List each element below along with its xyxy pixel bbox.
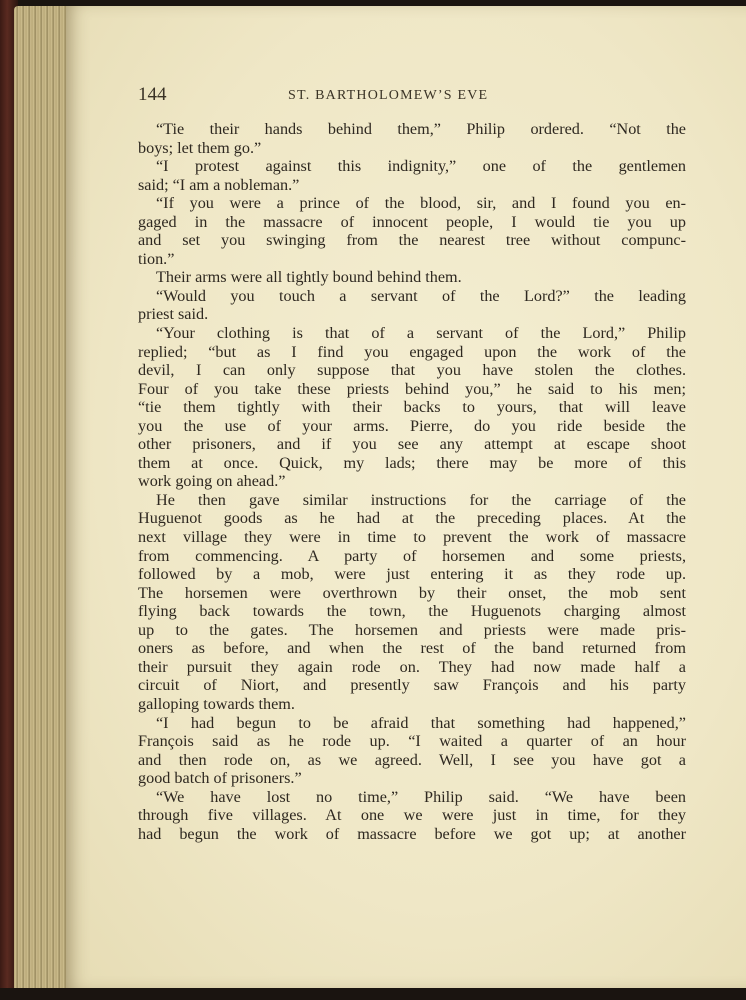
- body-text: [138, 120, 686, 843]
- text-line: them at once. Quick, my lads; there may be more of this: [138, 453, 686, 472]
- text-line: up to the gates. The horsemen and priests were made pris-: [138, 620, 686, 639]
- text-line: galloping towards them.: [138, 694, 295, 713]
- text-line: good batch of prisoners.”: [138, 769, 302, 788]
- text-line: devil, I can only suppose that you have stolen the clothes.: [138, 361, 686, 380]
- text-line: gaged in the massacre of innocent people, I would tie you up: [138, 212, 686, 231]
- text-line: “Your clothing is that of a servant of the Lord,” Philip: [156, 324, 686, 343]
- text-line: Huguenot goods as he had at the preceding places. At the: [138, 509, 686, 528]
- text-line: “tie them tightly with their backs to yours, that will leave: [138, 398, 686, 417]
- text-line: oners as before, and when the rest of the band returned from: [138, 639, 686, 658]
- page-header: [138, 84, 680, 108]
- running-title: ST. BARTHOLOMEW’S EVE: [288, 88, 489, 103]
- text-line: “Would you touch a servant of the Lord?” the leading: [156, 286, 686, 305]
- text-line: other prisoners, and if you see any attempt at escape shoot: [138, 435, 686, 454]
- bottom-edge: [0, 988, 746, 1000]
- page-stack-edge: [14, 6, 74, 994]
- text-line: He then gave similar instructions for the carriage of the: [156, 490, 686, 509]
- text-line: said; “I am a nobleman.”: [138, 175, 300, 194]
- text-line: replied; “but as I find you engaged upon the work of the: [138, 342, 686, 361]
- text-line: Their arms were all tightly bound behind them.: [156, 268, 462, 287]
- text-line: through five villages. At one we were just in time, for they: [138, 806, 686, 825]
- text-line: you the use of your arms. Pierre, do you ride beside the: [138, 416, 686, 435]
- text-line: tion.”: [138, 249, 175, 268]
- text-line: boys; let them go.”: [138, 138, 262, 157]
- text-line: from commencing. A party of horsemen and some priests,: [138, 546, 686, 565]
- text-line: flying back towards the town, the Huguenots charging almost: [138, 602, 686, 621]
- text-line: circuit of Niort, and presently saw François and his party: [138, 676, 686, 695]
- text-line: “If you were a prince of the blood, sir, and I found you en-: [156, 194, 686, 213]
- text-line: followed by a mob, were just entering it as they rode up.: [138, 565, 686, 584]
- text-line: Four of you take these priests behind you,” he said to his men;: [138, 379, 686, 398]
- text-line: The horsemen were overthrown by their onset, the mob sent: [138, 583, 686, 602]
- text-line: “We have lost no time,” Philip said. “We have been: [156, 787, 686, 806]
- page-number: 144: [138, 84, 167, 105]
- text-line: “I protest against this indignity,” one of the gentlemen: [156, 157, 686, 176]
- text-line: “Tie their hands behind them,” Philip ordered. “Not the: [156, 120, 686, 138]
- text-line: had begun the work of massacre before we got up; at another: [138, 824, 686, 843]
- text-line: priest said.: [138, 305, 209, 324]
- text-line: and set you swinging from the nearest tree without compunc-: [138, 231, 686, 250]
- text-line: their pursuit they again rode on. They had now made half a: [138, 657, 686, 676]
- text-line: François said as he rode up. “I waited a quarter of an hour: [138, 732, 686, 751]
- text-line: and then rode on, as we agreed. Well, I see you have got a: [138, 750, 686, 769]
- text-line: “I had begun to be afraid that something had happened,”: [156, 713, 686, 732]
- text-line: work going on ahead.”: [138, 472, 286, 491]
- text-line: next village they were in time to prevent the work of massacre: [138, 528, 686, 547]
